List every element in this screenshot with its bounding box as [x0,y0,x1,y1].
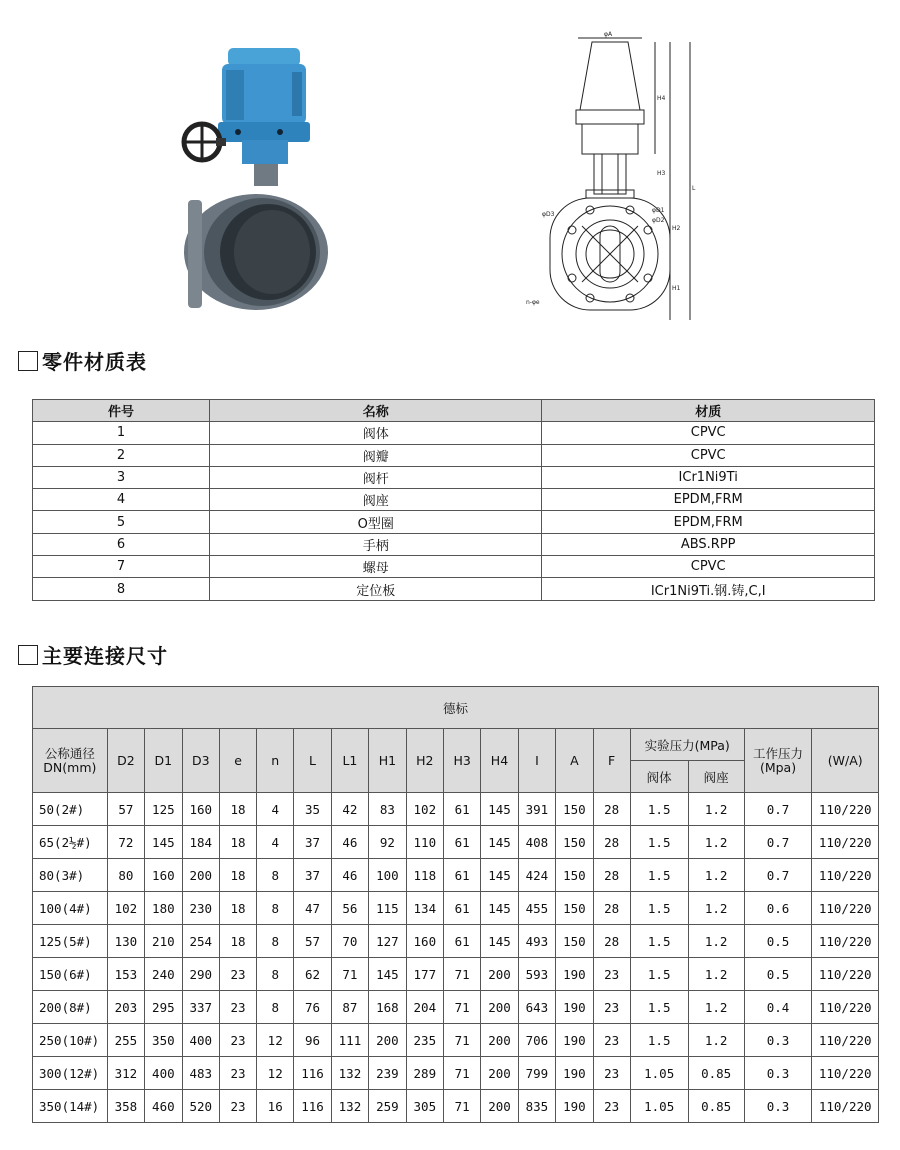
table-cell: 203 [107,991,144,1024]
table-cell: 57 [294,925,331,958]
dimensions-section-title [18,640,168,669]
table-cell: 230 [182,892,219,925]
table-cell: 110/220 [812,1024,879,1057]
table-cell: 125 [145,793,182,826]
table-cell: 460 [145,1090,182,1123]
table-cell: 1.2 [688,958,744,991]
table-cell: 350 [145,1024,182,1057]
table-cell: ICr1Ni9Ti.钢.铸,C,I [542,578,875,600]
dim-header-col: A [556,729,593,793]
table-cell: 145 [369,958,406,991]
table-cell: 4 [257,826,294,859]
table-cell: 1.2 [688,793,744,826]
table-cell: 7 [33,556,210,578]
table-cell: 115 [369,892,406,925]
table-cell: 150 [556,859,593,892]
dim-header-col: L [294,729,331,793]
table-cell: 螺母 [210,556,542,578]
dim-header-col: e [220,729,257,793]
table-cell: CPVC [542,556,875,578]
table-cell: ABS.RPP [542,533,875,555]
table-cell: 400 [182,1024,219,1057]
table-cell: 160 [406,925,443,958]
table-cell: 56 [331,892,368,925]
table-cell: 0.7 [744,826,812,859]
label-L: L [692,185,696,192]
label-H2: H2 [672,225,681,232]
table-cell: 110/220 [812,925,879,958]
table-cell: 190 [556,1090,593,1123]
dim-header-test-seat: 阀座 [688,761,744,793]
table-cell: 71 [444,1057,481,1090]
table-row [33,793,879,826]
table-cell: 1.5 [630,793,688,826]
dn-cell: 300(12#) [33,1057,108,1090]
table-cell: 391 [518,793,555,826]
table-cell: 23 [220,991,257,1024]
table-cell: 100 [369,859,406,892]
table-cell: 110 [406,826,443,859]
table-cell: 312 [107,1057,144,1090]
table-cell: 110/220 [812,793,879,826]
dn-cell: 250(10#) [33,1024,108,1057]
dim-header-col: n [257,729,294,793]
table-cell: 23 [220,1057,257,1090]
table-cell: 254 [182,925,219,958]
checkbox-square-icon [18,645,38,665]
table-row [33,1024,879,1057]
mat-header-material: 材质 [542,400,875,422]
table-cell: 110/220 [812,958,879,991]
table-cell: 1.5 [630,1024,688,1057]
table-cell: 145 [481,859,518,892]
table-cell: 1.2 [688,991,744,1024]
mat-header-no: 件号 [33,400,210,422]
checkbox-square-icon [18,351,38,371]
table-cell: 46 [331,826,368,859]
table-cell: 28 [593,892,630,925]
dim-header-col: D1 [145,729,182,793]
table-cell: 1.2 [688,892,744,925]
table-cell: 110/220 [812,892,879,925]
table-cell: 134 [406,892,443,925]
table-cell: 1.2 [688,1024,744,1057]
table-cell: 493 [518,925,555,958]
table-cell: 0.3 [744,1057,812,1090]
table-cell: 835 [518,1090,555,1123]
table-row [33,892,879,925]
table-row [33,859,879,892]
table-cell: 111 [331,1024,368,1057]
label-phiD1: φD1 [652,207,665,214]
table-cell: 118 [406,859,443,892]
table-cell: 1.05 [630,1090,688,1123]
table-cell: 593 [518,958,555,991]
table-row [33,556,875,578]
table-cell: 160 [145,859,182,892]
table-cell: 62 [294,958,331,991]
table-cell: 0.85 [688,1090,744,1123]
table-cell: 2 [33,444,210,466]
dim-header-col: H3 [444,729,481,793]
dim-header-col: H1 [369,729,406,793]
table-cell: 92 [369,826,406,859]
table-cell: 110/220 [812,1057,879,1090]
table-cell: 180 [145,892,182,925]
dim-header-col: H4 [481,729,518,793]
table-cell: 1.2 [688,859,744,892]
table-cell: 0.3 [744,1090,812,1123]
table-cell: 42 [331,793,368,826]
table-cell: 61 [444,826,481,859]
table-row [33,511,875,533]
table-cell: 手柄 [210,533,542,555]
table-cell: 61 [444,925,481,958]
table-cell: 71 [444,1090,481,1123]
label-phiD2: φD2 [652,217,665,224]
dn-cell: 350(14#) [33,1090,108,1123]
label-H1: H1 [672,285,681,292]
table-cell: 160 [182,793,219,826]
table-cell: 18 [220,793,257,826]
table-cell: 102 [107,892,144,925]
table-cell: 12 [257,1024,294,1057]
table-cell: 200 [481,991,518,1024]
dim-header-col: L1 [331,729,368,793]
table-cell: 定位板 [210,578,542,600]
table-row [33,925,879,958]
table-row [33,1057,879,1090]
table-cell: 8 [257,925,294,958]
table-cell: CPVC [542,422,875,444]
table-cell: 57 [107,793,144,826]
table-cell: 6 [33,533,210,555]
table-cell: 阀杆 [210,466,542,488]
table-cell: 23 [593,1090,630,1123]
table-cell: 1 [33,422,210,444]
table-cell: 483 [182,1057,219,1090]
table-cell: 799 [518,1057,555,1090]
table-cell: 8 [257,991,294,1024]
table-cell: 28 [593,793,630,826]
table-cell: 305 [406,1090,443,1123]
table-cell: 337 [182,991,219,1024]
table-cell: 83 [369,793,406,826]
table-cell: 210 [145,925,182,958]
label-n-phie: n-φe [526,299,540,306]
table-cell: 190 [556,958,593,991]
table-cell: 184 [182,826,219,859]
table-row [33,958,879,991]
dim-header-work-pressure: 工作压力 (Mpa) [744,729,812,793]
table-cell: 72 [107,826,144,859]
table-cell: 61 [444,892,481,925]
label-phiA: φA [604,31,613,38]
table-cell: 130 [107,925,144,958]
table-cell: 16 [257,1090,294,1123]
table-cell: 12 [257,1057,294,1090]
table-cell: 46 [331,859,368,892]
table-cell: 47 [294,892,331,925]
table-cell: 190 [556,991,593,1024]
table-cell: 706 [518,1024,555,1057]
table-cell: 200 [481,1024,518,1057]
table-cell: 0.7 [744,859,812,892]
table-cell: 643 [518,991,555,1024]
table-cell: O型圈 [210,511,542,533]
table-cell: 3 [33,466,210,488]
valve-product-photo [180,40,340,310]
table-cell: 8 [257,859,294,892]
table-cell: 400 [145,1057,182,1090]
table-cell: 1.2 [688,826,744,859]
table-cell: EPDM,FRM [542,511,875,533]
table-cell: 1.2 [688,925,744,958]
table-cell: 87 [331,991,368,1024]
table-row [33,826,879,859]
table-cell: 37 [294,859,331,892]
table-cell: 1.5 [630,826,688,859]
table-cell: 424 [518,859,555,892]
table-cell: 4 [257,793,294,826]
table-cell: 290 [182,958,219,991]
table-cell: 28 [593,826,630,859]
dimensions-title-text: 主要连接尺寸 [42,644,168,668]
table-cell: 150 [556,925,593,958]
table-cell: 110/220 [812,859,879,892]
dimensions-table [32,686,879,1123]
table-row [33,444,875,466]
table-cell: 150 [556,793,593,826]
table-cell: 4 [33,489,210,511]
table-cell: 153 [107,958,144,991]
table-cell: 1.5 [630,958,688,991]
table-cell: 阀座 [210,489,542,511]
table-cell: 240 [145,958,182,991]
materials-section-title [18,346,147,375]
table-cell: 96 [294,1024,331,1057]
table-cell: 239 [369,1057,406,1090]
table-cell: 18 [220,925,257,958]
dim-header-dn: 公称通径 DN(mm) [33,729,108,793]
dim-standard-header: 德标 [33,687,879,729]
table-cell: 18 [220,826,257,859]
dn-cell: 150(6#) [33,958,108,991]
table-cell: 150 [556,826,593,859]
table-cell: 71 [444,1024,481,1057]
dim-header-col: H2 [406,729,443,793]
table-cell: 235 [406,1024,443,1057]
table-cell: 259 [369,1090,406,1123]
materials-title-text: 零件材质表 [42,350,147,374]
dn-cell: 80(3#) [33,859,108,892]
table-cell: 145 [481,793,518,826]
table-cell: 28 [593,859,630,892]
table-cell: 110/220 [812,1090,879,1123]
table-cell: 0.5 [744,958,812,991]
table-cell: 110/220 [812,826,879,859]
table-cell: 23 [220,958,257,991]
table-cell: 0.5 [744,925,812,958]
table-cell: 102 [406,793,443,826]
table-cell: ICr1Ni9Ti [542,466,875,488]
dim-header-col: D3 [182,729,219,793]
table-cell: 200 [182,859,219,892]
table-cell: 61 [444,859,481,892]
table-cell: 132 [331,1057,368,1090]
table-cell: 5 [33,511,210,533]
dim-header-col: I [518,729,555,793]
table-cell: 0.7 [744,793,812,826]
table-cell: 23 [220,1024,257,1057]
table-cell: 18 [220,892,257,925]
table-cell: 0.3 [744,1024,812,1057]
table-cell: 455 [518,892,555,925]
table-cell: 116 [294,1090,331,1123]
dim-header-test-pressure: 实验压力(MPa) [630,729,744,761]
table-cell: 8 [257,892,294,925]
dim-header-wa: (W/A) [812,729,879,793]
table-cell: 150 [556,892,593,925]
table-cell: 168 [369,991,406,1024]
table-cell: 408 [518,826,555,859]
table-cell: 255 [107,1024,144,1057]
table-row [33,1090,879,1123]
table-cell: 200 [481,958,518,991]
dn-cell: 125(5#) [33,925,108,958]
table-cell: 200 [481,1090,518,1123]
table-cell: 23 [593,1024,630,1057]
table-cell: 8 [257,958,294,991]
materials-table [32,399,875,601]
table-cell: 177 [406,958,443,991]
table-cell: 190 [556,1057,593,1090]
table-cell: 80 [107,859,144,892]
table-cell: 阀体 [210,422,542,444]
table-row [33,578,875,600]
table-cell: 23 [593,991,630,1024]
table-cell: 127 [369,925,406,958]
table-cell: 0.85 [688,1057,744,1090]
table-cell: 71 [331,958,368,991]
table-row [33,533,875,555]
table-cell: 116 [294,1057,331,1090]
dim-header-col: F [593,729,630,793]
table-cell: 28 [593,925,630,958]
table-cell: 37 [294,826,331,859]
table-row [33,991,879,1024]
table-cell: 200 [481,1057,518,1090]
table-row [33,466,875,488]
table-cell: 71 [444,958,481,991]
label-H4: H4 [657,95,666,102]
label-H3: H3 [657,170,666,177]
table-cell: 132 [331,1090,368,1123]
table-cell: 358 [107,1090,144,1123]
label-phiD3: φD3 [542,211,555,218]
table-cell: 145 [145,826,182,859]
table-cell: EPDM,FRM [542,489,875,511]
table-cell: 200 [369,1024,406,1057]
table-row [33,489,875,511]
table-cell: 61 [444,793,481,826]
table-cell: 204 [406,991,443,1024]
table-cell: 23 [593,958,630,991]
table-row [33,422,875,444]
table-cell: 145 [481,892,518,925]
dn-cell: 65(2½#) [33,826,108,859]
valve-technical-drawing [520,30,720,330]
table-cell: 阀瓣 [210,444,542,466]
table-cell: 1.5 [630,925,688,958]
table-cell: 0.4 [744,991,812,1024]
table-cell: 70 [331,925,368,958]
table-cell: 1.5 [630,892,688,925]
table-cell: 23 [593,1057,630,1090]
table-cell: 0.6 [744,892,812,925]
dn-cell: 100(4#) [33,892,108,925]
table-cell: 295 [145,991,182,1024]
table-cell: 23 [220,1090,257,1123]
mat-header-name: 名称 [210,400,542,422]
table-cell: 8 [33,578,210,600]
table-cell: 145 [481,925,518,958]
table-cell: 1.5 [630,859,688,892]
table-cell: 110/220 [812,991,879,1024]
table-cell: CPVC [542,444,875,466]
table-cell: 1.05 [630,1057,688,1090]
table-cell: 145 [481,826,518,859]
table-cell: 190 [556,1024,593,1057]
dim-header-col: D2 [107,729,144,793]
table-cell: 520 [182,1090,219,1123]
table-cell: 1.5 [630,991,688,1024]
table-cell: 35 [294,793,331,826]
table-cell: 76 [294,991,331,1024]
table-cell: 71 [444,991,481,1024]
dn-cell: 50(2#) [33,793,108,826]
dn-cell: 200(8#) [33,991,108,1024]
table-cell: 289 [406,1057,443,1090]
table-cell: 18 [220,859,257,892]
dim-header-test-body: 阀体 [630,761,688,793]
